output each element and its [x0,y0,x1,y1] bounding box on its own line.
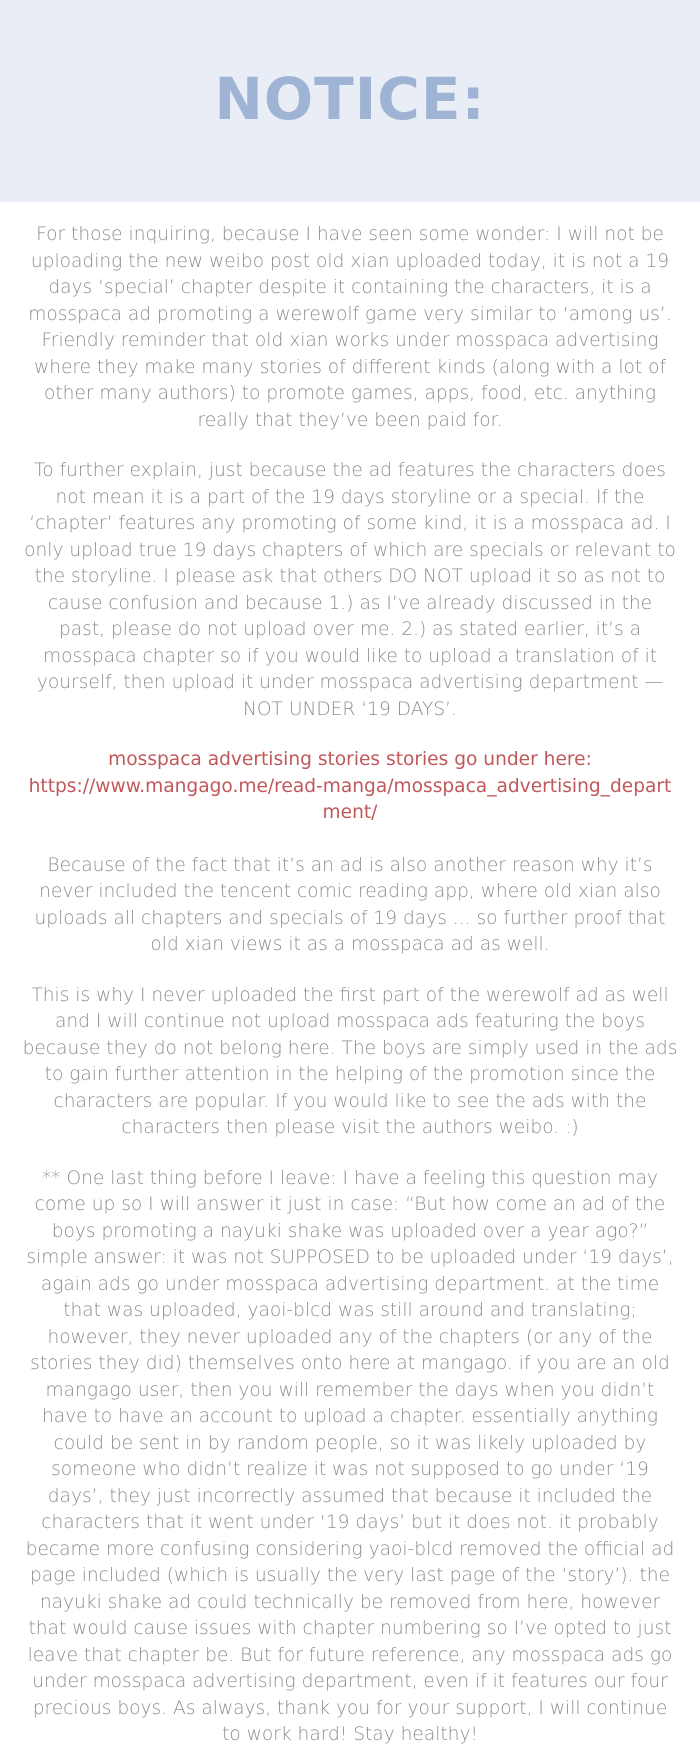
paragraph-tencent-app: Because of the fact that it’s an ad is also another reason why it’s never included the tencent comic reading app, where old xian also uploads all chapters and specials of 19 days ... so further proof that old xian views it as a mosspaca ad as well. [34,854,666,955]
paragraph-not-uploading: For those inquiring, because I have seen some wonder: I will not be uploading the new weibo post old xian uploaded today, it is not a 19 days ‘special’ chapter despite it containing the characters, it is a mosspaca ad promoting a werewolf game very similar to ‘among us’. Friendly reminder that old xian works under mosspaca advertising where they make many stories of different kinds (along with a lot of other many authors) to promote games, apps, food, etc. anything really that they’ve been paid for. [28,224,672,431]
link-intro-text: mosspaca advertising stories stories go under here: [108,749,592,770]
page-title: NOTICE: [214,65,486,133]
advertising-link-section [22,747,678,827]
paragraph-werewolf-ad: This is why I never uploaded the first part of the werewolf ad as well and I will continue not upload mosspaca ads featuring the boys because they do not belong here. The boys are simply used in the ads to gain further attention in the helping of the promotion since the characters are popular. If you would like to see the ads with the characters then please visit the authors weibo. :) [22,984,678,1138]
notice-header [0,0,700,202]
paragraph-further-explain: To further explain, just because the ad features the characters does not mean it is a part of the 19 days storyline or a special. If the ‘chapter’ features any promoting of some kind, it is a mosspaca ad. I only upload true 19 days chapters of which are specials or relevant to the storyline. I please ask that others DO NOT upload it so as not to cause confusion and because 1.) as I’ve already discussed in the past, please do not upload over me. 2.) as stated earlier, it’s a mosspaca chapter so if you would like to upload a translation of it yourself, then upload it under mosspaca advertising department — NOT UNDER ‘19 DAYS’. [24,460,676,720]
notice-body [0,202,700,1749]
paragraph-nayuki-shake: ** One last thing before I leave: I have a feeling this question may come up so I will answer it just in case: “But how come an ad of the boys promoting a nayuki shake was uploaded over a year ago?” simple answer: it was not SUPPOSED to be uploaded under ‘19 days’, again ads go under mosspaca advertising department. at the time that was uploaded, yaoi-blcd was still around and translating; however, they never uploaded any of the chapters (or any of the stories they did) themselves onto here at mangago. if you are an old mangago user, then you will remember the days when you didn’t have to have an account to upload a chapter. essentially anything could be sent in by random people, so it was likely uploaded by someone who didn’t realize it was not supposed to go under ‘19 days’, they just incorrectly assumed that because it included the characters that it went under ‘19 days’ but it does not. it probably became more confusing considering yaoi-blcd removed the official ad page included (which is usually the very last page of the ‘story’). the nayuki shake ad could technically be removed from here, however that would cause issues with chapter numbering so I’ve opted to just leave that chapter be. But for future reference, any mosspaca ads go under mosspaca advertising department, even if it features our four precious boys. As always, thank you for your support, I will continue to work hard! Stay healthy! [25,1167,675,1745]
advertising-department-link[interactable]: https://www.mangago.me/read-manga/mosspaca_advertising_department/ [28,775,672,823]
